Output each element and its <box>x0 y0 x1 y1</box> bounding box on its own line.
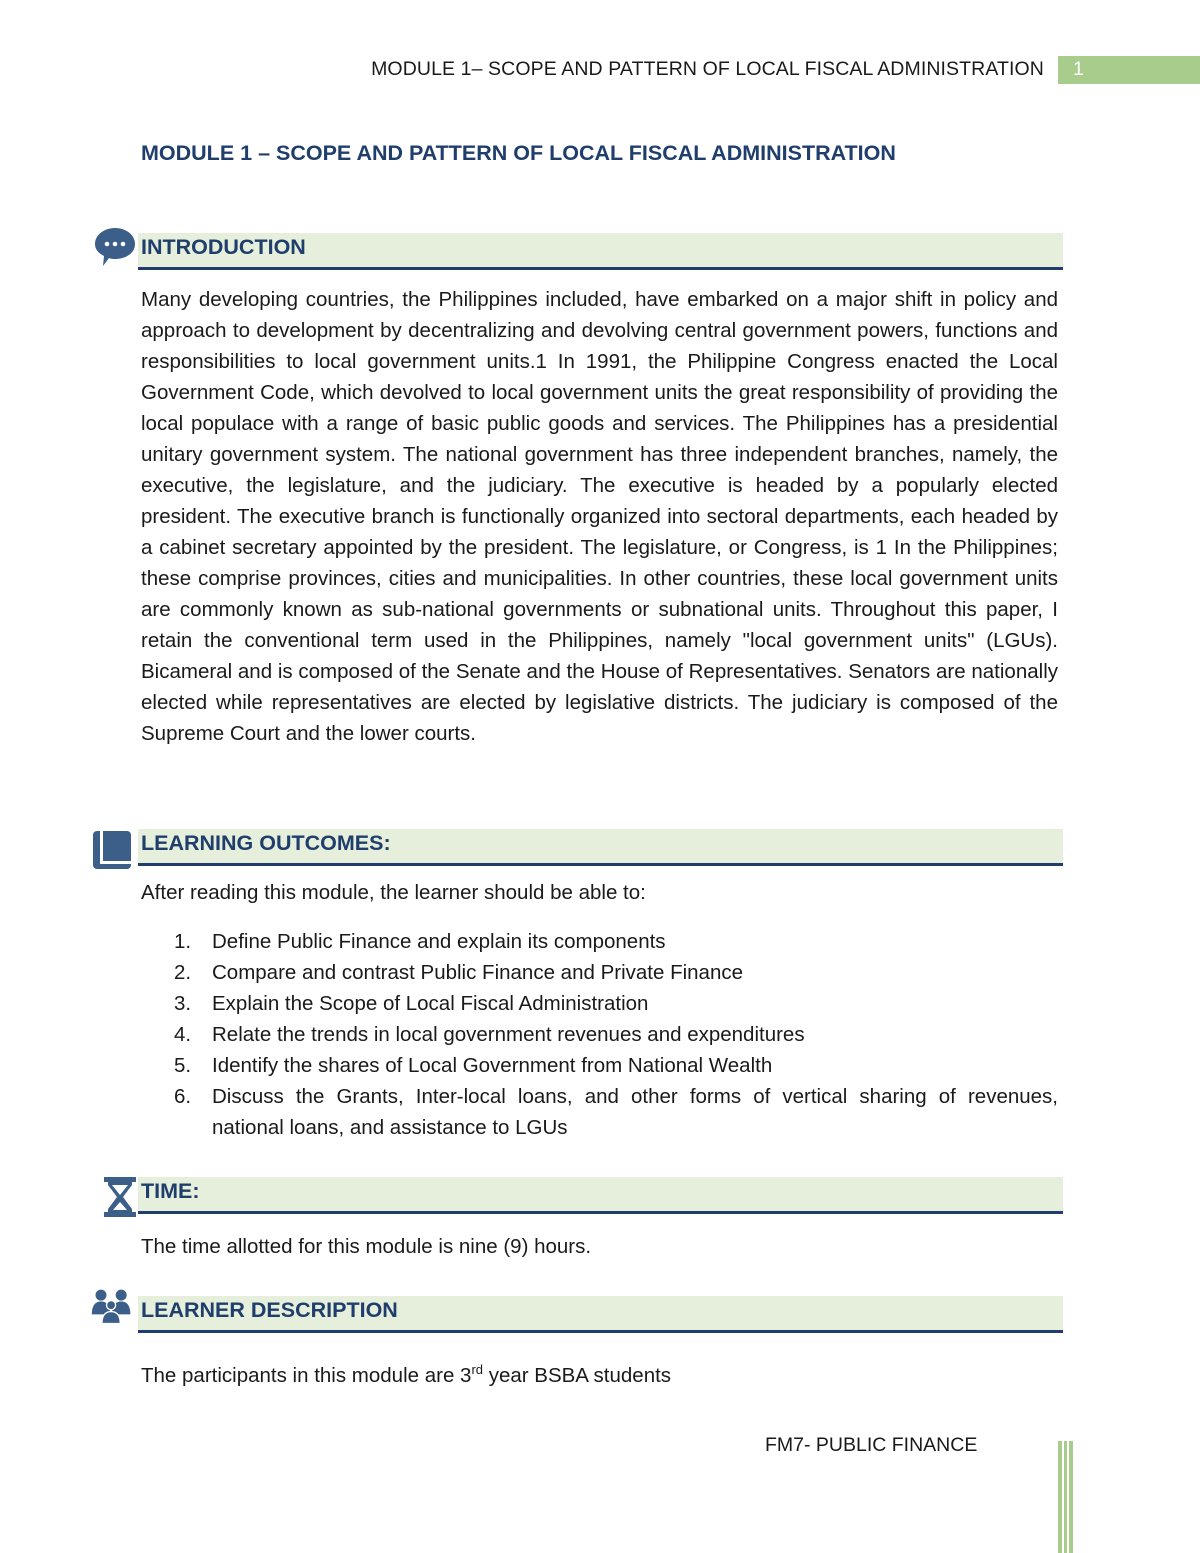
learning-outcomes-lead: After reading this module, the learner should be able to: <box>141 881 646 904</box>
learning-outcomes-heading: LEARNING OUTCOMES: <box>141 831 391 855</box>
footer-course-title: FM7- PUBLIC FINANCE <box>765 1434 978 1456</box>
list-item: 1. Define Public Finance and explain its components <box>174 930 666 953</box>
time-heading: TIME: <box>141 1179 200 1203</box>
learner-description-body: The participants in this module are 3rd year BSBA students <box>141 1362 672 1387</box>
list-item: 3. Explain the Scope of Local Fiscal Administration <box>174 992 649 1015</box>
list-item: 4. Relate the trends in local government revenues and expenditures <box>174 1023 805 1046</box>
list-item: 6. Discuss the Grants, Inter-local loans, and other forms of vertical sharing of revenues, national loans, and assistance to LGUs <box>174 1085 1058 1139</box>
page-header <box>0 56 1200 86</box>
book-icon <box>90 828 134 872</box>
page-number-box <box>1058 56 1200 84</box>
running-title: MODULE 1– SCOPE AND PATTERN OF LOCAL FISCAL ADMINISTRATION <box>371 58 1044 80</box>
list-item: 5. Identify the shares of Local Government from National Wealth <box>174 1054 773 1077</box>
time-heading-band <box>138 1177 1063 1214</box>
learning-outcomes-heading-band <box>138 829 1063 866</box>
learner-description-heading-band <box>138 1296 1063 1333</box>
time-body: The time allotted for this module is nine (9) hours. <box>141 1235 592 1258</box>
learning-outcomes-list <box>141 926 1058 1143</box>
introduction-heading: INTRODUCTION <box>141 235 306 259</box>
speech-bubble-icon <box>93 226 137 270</box>
page-number: 1 <box>1073 58 1084 80</box>
list-item: 2. Compare and contrast Public Finance and Private Finance <box>174 961 744 984</box>
introduction-body: Many developing countries, the Philippines included, have embarked on a major shift in policy and approach to development by decentralizing and devolving central government powers, functions and responsibilities to local government units.1 In 1991, the Philippine Congress enacted the Local Government Code, which devolved to local government units the great responsibility of providing the local populace with a range of basic public goods and services. The Philippines has a presidential unitary government system. The national government has three independent branches, namely, the executive, the legislature, and the judiciary. The executive is headed by a popularly elected president. The executive branch is functionally organized into sectoral departments, each headed by a cabinet secretary appointed by the president. The legislature, or Congress, is 1 In the Philippines; these comprise provinces, cities and municipalities. In other countries, these local government units are commonly known as sub-national governments or subnational units. Throughout this paper, I retain the conventional term used in the Philippines, namely "local government units" (LGUs). Bicameral and is composed of the Senate and the House of Representatives. Senators are nationally elected while representatives are elected by legislative districts. The judiciary is composed of the Supreme Court and the lower courts. <box>141 288 1058 745</box>
module-title: MODULE 1 – SCOPE AND PATTERN OF LOCAL FISCAL ADMINISTRATION <box>141 141 896 165</box>
learner-description-heading: LEARNER DESCRIPTION <box>141 1298 398 1322</box>
introduction-heading-band <box>138 233 1063 270</box>
hourglass-icon <box>98 1175 142 1219</box>
footer-accent-bar <box>1058 1441 1073 1553</box>
people-group-icon <box>90 1285 134 1329</box>
